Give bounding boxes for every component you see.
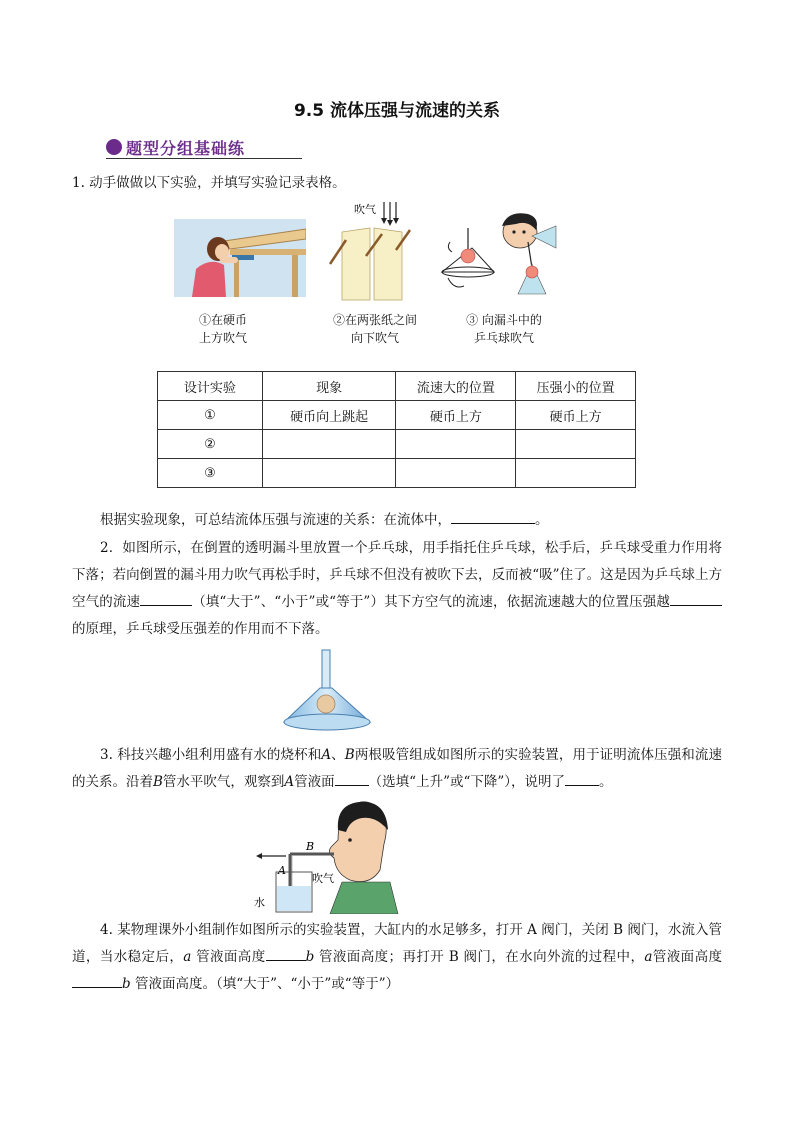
- q4-part-2: 管液面高度: [191, 949, 266, 965]
- answer-blank[interactable]: [335, 771, 369, 786]
- table-cell: 硬币上方: [516, 401, 636, 430]
- caption-3: [452, 311, 556, 347]
- table-cell-blank[interactable]: [262, 430, 396, 459]
- fig-label-a: A: [278, 864, 286, 877]
- q3-part-2: 两根吸管组成如图所示的实验装置，用于证明流体压强和流速的关系。沿着: [72, 747, 723, 790]
- q4-part-3: 管液面高度；再打开 B 阀门，在水向外流的过程中，: [314, 949, 645, 965]
- q4-part-5: 管液面高度。（填“大于”、“小于”或“等于”）: [130, 976, 400, 992]
- var-a: a: [183, 949, 192, 965]
- question-2-text: [72, 535, 722, 643]
- caption-2-line-2: 向下吹气: [350, 331, 399, 345]
- table-header-cell: 现象: [262, 372, 396, 401]
- caption-3-line-1: ③ 向漏斗中的: [466, 313, 542, 327]
- funnel-ball-figure: [432, 208, 566, 304]
- answer-blank[interactable]: [565, 771, 599, 786]
- table-row: [158, 401, 636, 430]
- experiment-record-table: [157, 371, 636, 488]
- table-cell-blank[interactable]: [262, 459, 396, 488]
- straw-blow-figure: [250, 800, 400, 914]
- caption-1-line-1: ①在硬币: [198, 313, 247, 327]
- q3-part-6: 。: [599, 774, 613, 790]
- paper-blow-figure: [326, 200, 412, 304]
- table-row: [158, 430, 636, 459]
- q2-part-2: （填“大于”、“小于”或“等于”）其下方空气的流速，依据流速越大的位置压强越: [192, 594, 670, 610]
- var-b: b: [122, 976, 131, 992]
- caption-2: [322, 311, 428, 347]
- table-cell-blank[interactable]: [396, 459, 516, 488]
- section-title: 题型分组基础练: [126, 139, 246, 158]
- q2-part-3: 的原理，乒乓球受压强差的作用而不下落。: [72, 621, 329, 637]
- table-header-cell: 压强小的位置: [516, 372, 636, 401]
- conclusion-text: 根据实验现象，可总结流体压强与流速的关系：在流体中，: [100, 512, 451, 528]
- q4-part-1: 4. 某物理课外小组制作如图所示的实验装置，大缸内的水足够多，打开 A 阀门，关闭 B 阀门，水流入管道，当水稳定后，: [72, 922, 722, 965]
- table-cell: 硬币向上跳起: [262, 401, 396, 430]
- q3-sep: 、: [331, 747, 345, 763]
- answer-blank[interactable]: [72, 973, 122, 988]
- question-1-conclusion: [100, 507, 720, 534]
- bullet-dot-icon: [106, 139, 122, 155]
- page-title: 9.5 流体压强与流速的关系: [293, 101, 501, 121]
- table-cell-blank[interactable]: [516, 430, 636, 459]
- table-cell: ①: [158, 401, 263, 430]
- coin-blow-figure: [174, 219, 306, 297]
- var-b: B: [153, 774, 163, 790]
- table-cell: 硬币上方: [396, 401, 516, 430]
- table-cell-blank[interactable]: [516, 459, 636, 488]
- q3-part-5: （选填“上升”或“下降”），说明了: [368, 774, 566, 790]
- q3-part-3: 管水平吹气，观察到: [162, 774, 285, 790]
- table-header-row: [158, 372, 636, 401]
- caption-1-line-2: 上方吹气: [198, 331, 247, 345]
- table-row: [158, 459, 636, 488]
- caption-2-line-1: ②在两张纸之间: [332, 313, 417, 327]
- fig-label-blow: 吹气: [312, 872, 334, 885]
- fig-label-b: B: [306, 840, 315, 853]
- var-b: B: [344, 747, 355, 763]
- q4-part-4: 管液面高度: [652, 949, 722, 965]
- q2-part-1: 2．如图所示，在倒置的透明漏斗里放置一个乒乓球，用手指托住乒乓球，松手后，乒乓球受重力作用将下落；若向倒置的漏斗用力吹气再松手时，乒乓球不但没有被吹下去，反而被“吸”住了。这是因为乒乓球上方空气的流速: [72, 540, 722, 610]
- conclusion-end: 。: [535, 512, 549, 528]
- fig-blow-label: 吹气: [354, 203, 376, 216]
- caption-1: [178, 311, 268, 347]
- section-heading: [106, 136, 302, 159]
- table-header-cell: 设计实验: [158, 372, 263, 401]
- q3-part-1: 3. 科技兴趣小组利用盛有水的烧杯和: [100, 747, 322, 763]
- var-a: A: [321, 747, 332, 763]
- question-3-text: [72, 742, 722, 796]
- var-b: b: [305, 949, 315, 965]
- fig-label-water: 水: [254, 896, 265, 909]
- answer-blank[interactable]: [451, 509, 535, 524]
- answer-blank[interactable]: [670, 591, 722, 606]
- var-a: A: [284, 774, 295, 790]
- answer-blank[interactable]: [140, 591, 192, 606]
- table-cell-blank[interactable]: [396, 430, 516, 459]
- q3-part-4: 管液面: [294, 774, 335, 790]
- question-1-text: 1. 动手做做以下实验，并填写实验记录表格。: [72, 175, 346, 191]
- table-cell: ③: [158, 459, 263, 488]
- answer-blank[interactable]: [266, 946, 306, 961]
- caption-3-line-2: 乒乓球吹气: [473, 331, 534, 345]
- table-header-cell: 流速大的位置: [396, 372, 516, 401]
- inverted-funnel-figure: [282, 648, 374, 734]
- question-4-text: [72, 917, 722, 998]
- table-cell: ②: [158, 430, 263, 459]
- var-a: a: [644, 949, 653, 965]
